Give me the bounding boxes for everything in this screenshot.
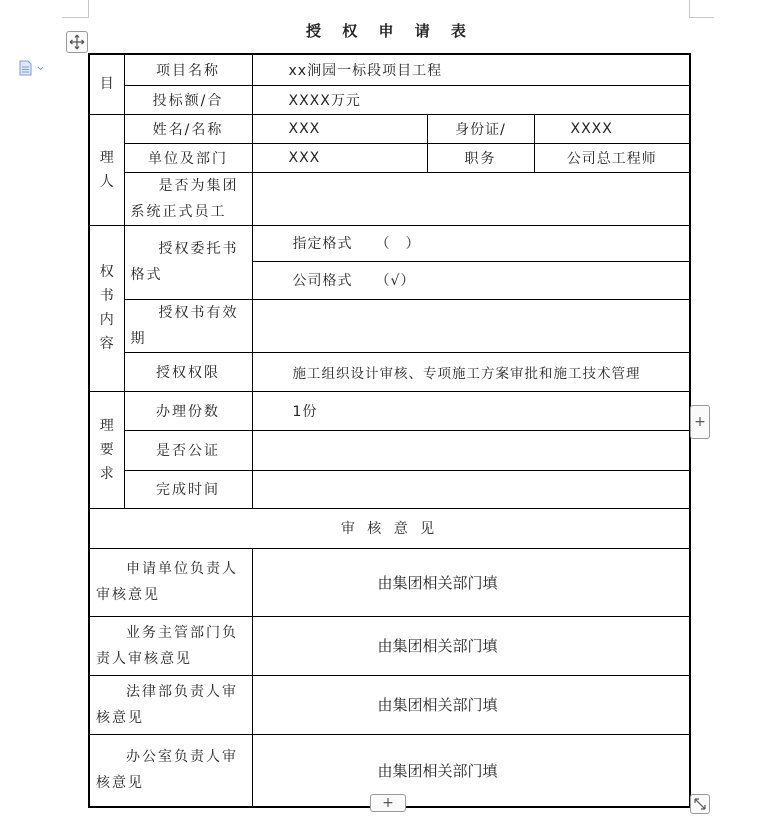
format-company-option[interactable]: 公司格式 （√） <box>252 261 690 299</box>
table-row <box>89 430 690 470</box>
plus-icon: + <box>382 795 394 811</box>
corner-guide <box>689 17 714 18</box>
table-row <box>89 143 690 172</box>
unit-department-value[interactable]: XXX <box>252 143 427 172</box>
copies-value[interactable]: 1份 <box>252 391 690 430</box>
table-row <box>89 508 690 548</box>
table-row <box>89 114 690 143</box>
page-title: 授 权 申 请 表 <box>306 22 474 40</box>
table-resize-handle[interactable] <box>690 794 710 814</box>
document-icon <box>18 60 46 76</box>
review-row <box>89 548 690 616</box>
add-row-button[interactable] <box>370 794 406 812</box>
add-column-button[interactable] <box>690 405 710 439</box>
project-name-label: 项目名称 <box>124 54 252 85</box>
authority-scope-label: 授权权限 <box>124 352 252 391</box>
table-row <box>89 172 690 225</box>
copies-label: 办理份数 <box>124 391 252 430</box>
review-label: 业务主管部门负责人审核意见 <box>89 616 252 675</box>
notarization-label: 是否公证 <box>124 430 252 470</box>
table-row <box>89 470 690 508</box>
authority-scope-value[interactable]: 施工组织设计审核、专项施工方案审批和施工技术管理 <box>252 352 690 391</box>
review-value[interactable]: 由集团相关部门填 <box>252 548 690 616</box>
section-label-content: 权 书 内 容 <box>89 225 124 391</box>
format-specified-option[interactable]: 指定格式 （ ） <box>252 225 690 261</box>
unit-department-label: 单位及部门 <box>124 143 252 172</box>
completion-time-label: 完成时间 <box>124 470 252 508</box>
table-row <box>89 299 690 352</box>
project-name-value[interactable]: xx涧园一标段项目工程 <box>252 54 690 85</box>
corner-guide <box>62 17 89 18</box>
table-row <box>89 54 690 85</box>
employee-status-label: 是否为集团系统正式员工 <box>124 172 252 225</box>
table-row <box>89 352 690 391</box>
bid-amount-value[interactable]: XXXX万元 <box>252 85 690 114</box>
review-label: 申请单位负责人审核意见 <box>89 548 252 616</box>
corner-guide <box>689 0 690 18</box>
authorization-format-label: 授权委托书格式 <box>124 225 252 299</box>
section-label-handling: 理 要 求 <box>89 391 124 508</box>
review-value[interactable]: 由集团相关部门填 <box>252 675 690 734</box>
section-label-project: 目 <box>89 54 124 114</box>
validity-period-value[interactable] <box>252 299 690 352</box>
employee-status-value[interactable] <box>252 172 690 225</box>
id-number-value[interactable]: XXXX <box>534 114 690 143</box>
validity-period-label: 授权书有效期 <box>124 299 252 352</box>
notarization-value[interactable] <box>252 430 690 470</box>
review-value[interactable]: 由集团相关部门填 <box>252 734 690 807</box>
review-row <box>89 616 690 675</box>
table-row <box>89 85 690 114</box>
resize-icon <box>693 797 707 811</box>
review-label: 办公室负责人审核意见 <box>89 734 252 807</box>
corner-guide <box>88 0 89 18</box>
document-options-button[interactable] <box>18 60 46 80</box>
table-row <box>89 225 690 261</box>
review-row <box>89 675 690 734</box>
agent-name-value[interactable]: XXX <box>252 114 427 143</box>
section-label-agent: 理 人 <box>89 114 124 225</box>
table-row <box>89 391 690 430</box>
position-value[interactable]: 公司总工程师 <box>534 143 690 172</box>
plus-icon: + <box>694 414 706 430</box>
completion-time-value[interactable] <box>252 470 690 508</box>
review-section-header: 审 核 意 见 <box>89 508 690 548</box>
authorization-form-table <box>88 53 691 811</box>
bid-amount-label: 投标额/合 <box>124 85 252 114</box>
review-value[interactable]: 由集团相关部门填 <box>252 616 690 675</box>
id-number-label: 身份证/ <box>427 114 534 143</box>
position-label: 职务 <box>427 143 534 172</box>
agent-name-label: 姓名/名称 <box>124 114 252 143</box>
review-label: 法律部负责人审核意见 <box>89 675 252 734</box>
